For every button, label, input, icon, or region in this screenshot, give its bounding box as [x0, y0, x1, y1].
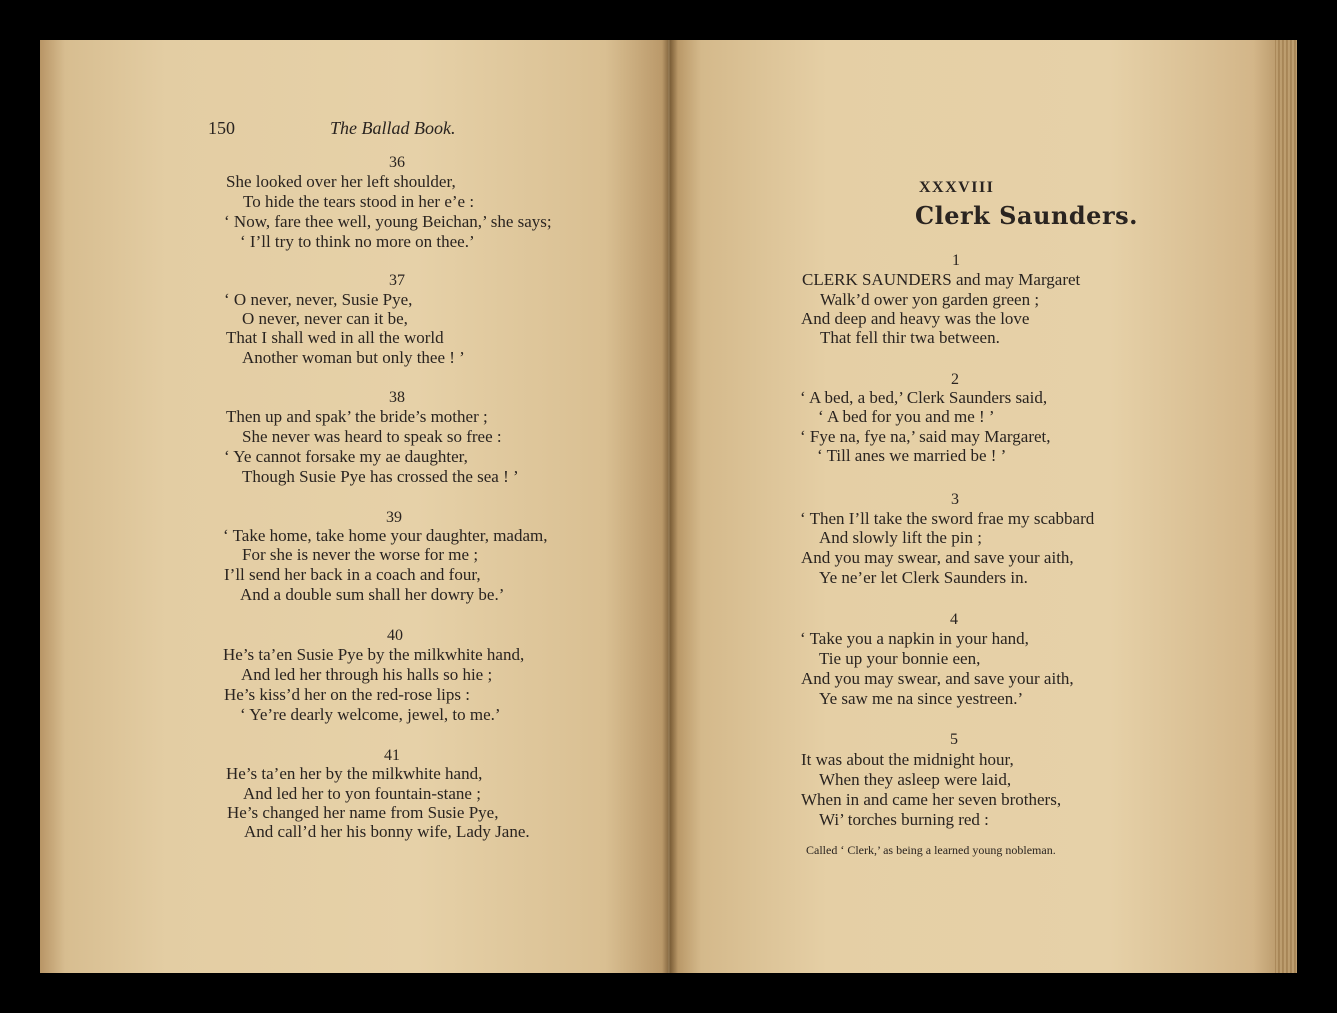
- verse-line: He’s ta’en her by the milkwhite hand,: [226, 764, 483, 783]
- verse-line: ‘ O never, never, Susie Pye,: [224, 290, 413, 309]
- verse-line: When they asleep were laid,: [819, 770, 1012, 789]
- verse-line: And you may swear, and save your aith,: [801, 548, 1074, 567]
- stanza-number: 38: [389, 389, 405, 406]
- verse-line: And call’d her his bonny wife, Lady Jane.: [244, 822, 530, 841]
- stanza-number: 36: [389, 154, 405, 171]
- verse-line: ‘ Take home, take home your daughter, madam,: [223, 526, 548, 545]
- verse-line: And led her to yon fountain-stane ;: [243, 784, 481, 803]
- page-edges: [1275, 40, 1297, 973]
- left-page: [40, 40, 668, 973]
- stanza-number: 2: [951, 371, 959, 388]
- stanza-number: 4: [950, 611, 958, 628]
- verse-line: Walk’d ower yon garden green ;: [820, 290, 1040, 309]
- verse-line: She looked over her left shoulder,: [226, 172, 456, 191]
- verse-line: ‘ A bed, a bed,’ Clerk Saunders said,: [800, 388, 1048, 407]
- verse-line: Though Susie Pye has crossed the sea ! ’: [242, 467, 519, 486]
- verse-line: CLERK SAUNDERS and may Margaret: [802, 270, 1081, 289]
- verse-line: And deep and heavy was the love: [801, 309, 1030, 328]
- stanza-number: 39: [386, 509, 402, 526]
- verse-line: He’s changed her name from Susie Pye,: [227, 803, 499, 822]
- verse-line: He’s ta’en Susie Pye by the milkwhite hand,: [223, 645, 525, 664]
- verse-line: He’s kiss’d her on the red-rose lips :: [224, 685, 470, 704]
- verse-line: Ye saw me na since yestreen.’: [819, 689, 1024, 708]
- verse-line: Wi’ torches burning red :: [819, 810, 989, 829]
- verse-line: She never was heard to speak so free :: [242, 427, 502, 446]
- verse-line: ‘ Now, fare thee well, young Beichan,’ she says;: [224, 212, 552, 231]
- book-gutter: [662, 40, 678, 973]
- verse-line: That I shall wed in all the world: [226, 328, 444, 347]
- verse-line: It was about the midnight hour,: [801, 750, 1014, 769]
- verse-line: To hide the tears stood in her e’e :: [243, 192, 475, 211]
- stanza-number: 40: [387, 627, 403, 644]
- verse-line: ‘ Take you a napkin in your hand,: [800, 629, 1029, 648]
- verse-line: ‘ Ye cannot forsake my ae daughter,: [224, 447, 468, 466]
- verse-line: And slowly lift the pin ;: [819, 528, 982, 547]
- verse-line: ‘ I’ll try to think no more on thee.’: [240, 232, 475, 251]
- verse-line: For she is never the worse for me ;: [242, 545, 479, 564]
- verse-line: And led her through his halls so hie ;: [241, 665, 493, 684]
- stanza-number: 37: [389, 272, 405, 289]
- verse-line: Another woman but only thee ! ’: [242, 348, 465, 367]
- stanza-number: 41: [384, 747, 400, 764]
- verse-line: And you may swear, and save your aith,: [801, 669, 1074, 688]
- verse-line: Tie up your bonnie een,: [819, 649, 981, 668]
- verse-line: That fell thir twa between.: [820, 328, 1000, 347]
- running-title: The Ballad Book.: [330, 118, 456, 138]
- verse-line: When in and came her seven brothers,: [801, 790, 1062, 809]
- stanza-number: 1: [952, 252, 960, 269]
- verse-line: ‘ Ye’re dearly welcome, jewel, to me.’: [240, 705, 501, 724]
- verse-line: O never, never can it be,: [242, 309, 408, 328]
- verse-line: And a double sum shall her dowry be.’: [240, 585, 505, 604]
- verse-line: ‘ Then I’ll take the sword frae my scabbard: [800, 509, 1095, 528]
- verse-line: ‘ Fye na, fye na,’ said may Margaret,: [800, 427, 1051, 446]
- verse-line: Ye ne’er let Clerk Saunders in.: [819, 568, 1028, 587]
- stanza-number: 5: [950, 731, 958, 748]
- ballad-number: XXXVIII: [919, 179, 995, 196]
- verse-line: ‘ Till anes we married be ! ’: [817, 446, 1007, 465]
- stanza-number: 3: [951, 491, 959, 508]
- page-number: 150: [208, 118, 235, 138]
- verse-line: I’ll send her back in a coach and four,: [224, 565, 481, 584]
- right-page: [670, 40, 1297, 973]
- footnote: Called ‘ Clerk,’ as being a learned young nobleman.: [806, 843, 1056, 857]
- verse-line: ‘ A bed for you and me ! ’: [818, 407, 995, 426]
- verse-line: Then up and spak’ the bride’s mother ;: [226, 407, 488, 426]
- ballad-title: Clerk Saunders.: [915, 201, 1138, 230]
- open-book: [40, 40, 1297, 973]
